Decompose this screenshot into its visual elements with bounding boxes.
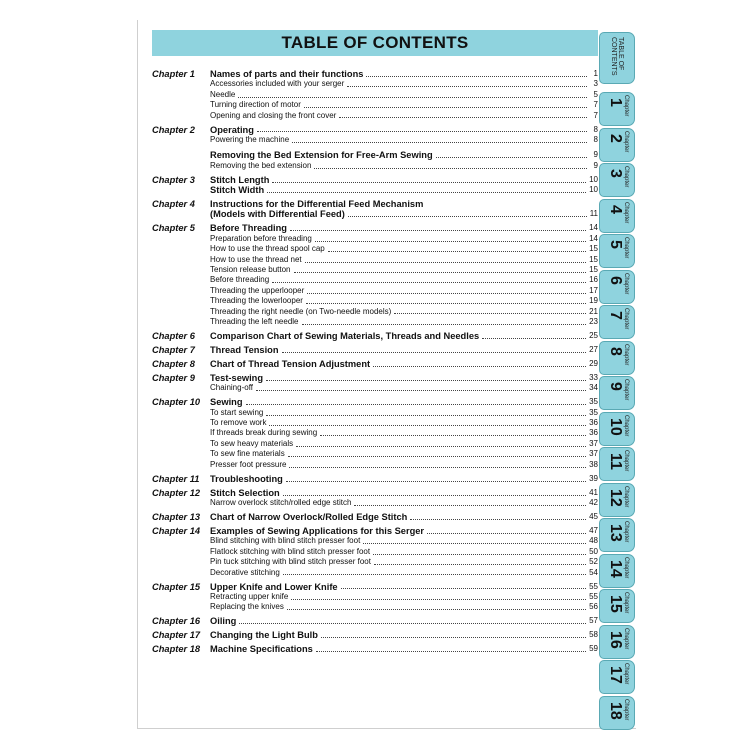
tab-chapter-6[interactable] (599, 270, 635, 304)
page-number: 29 (589, 358, 598, 368)
toc-entry-title: Retracting upper knife (210, 591, 289, 601)
tab-table-of-contents[interactable] (599, 32, 635, 84)
dot-leader (436, 156, 587, 158)
tab-chapter-word: Chapter (623, 521, 629, 543)
tab-chapter-word: Chapter (623, 627, 629, 649)
tab-chapter-number: 3 (607, 169, 624, 178)
tab-chapter-number: 8 (607, 346, 624, 356)
dot-leader (363, 542, 586, 544)
toc-entry-minor[interactable] (152, 161, 598, 171)
page-number: 36 (589, 418, 598, 428)
tab-chapter-3[interactable] (599, 163, 635, 197)
page-number: 10 (589, 174, 598, 184)
toc-entry-minor[interactable] (152, 547, 598, 557)
tab-chapter-number: 2 (607, 133, 624, 143)
tab-chapter-5[interactable] (599, 234, 635, 268)
page-number: 14 (589, 223, 598, 233)
page-number: 47 (589, 525, 598, 535)
toc-entry-major[interactable] (152, 223, 598, 233)
toc-entry-minor[interactable] (152, 234, 598, 244)
dot-leader (246, 403, 587, 405)
dot-leader (339, 116, 587, 118)
tab-chapter-12[interactable] (599, 483, 635, 517)
dot-leader (296, 445, 586, 447)
toc-entry-minor[interactable] (152, 568, 598, 578)
toc-entry-title: Decorative stitching (210, 567, 280, 577)
dot-leader (373, 553, 586, 555)
tab-chapter-word: Chapter (623, 272, 629, 294)
dot-leader (321, 636, 586, 638)
dot-leader (366, 75, 587, 77)
toc-entry-title: Removing the bed extension (210, 160, 312, 170)
toc-entry-title: To start sewing (210, 407, 264, 417)
toc-entry-title: Removing the Bed Extension for Free-Arm Sewing (210, 150, 433, 161)
toc-entry-major[interactable] (152, 209, 598, 219)
chapter-label: Chapter 10 (152, 397, 201, 408)
toc-entry-major[interactable] (152, 582, 598, 592)
toc-entry-title: Presser foot pressure (210, 459, 287, 469)
toc-entry-minor[interactable] (152, 307, 598, 317)
toc-entry-title: Comparison Chart of Sewing Materials, Threads and Needles (210, 330, 480, 341)
dot-leader (288, 455, 586, 457)
chapter-label: Chapter 16 (152, 616, 201, 627)
dot-leader (286, 480, 586, 482)
page-number: 45 (589, 511, 598, 521)
tab-chapter-17[interactable] (599, 660, 635, 694)
chapter-label: Chapter 13 (152, 511, 201, 522)
tab-chapter-number: 16 (607, 630, 624, 649)
toc-entry-title: Stitch Width (210, 185, 265, 196)
toc-entry-title: Accessories included with your serger (210, 79, 345, 89)
page-number: 35 (589, 397, 598, 407)
chapter-label: Chapter 14 (152, 525, 201, 536)
toc-entry-minor[interactable] (152, 79, 598, 89)
dot-leader (394, 312, 586, 314)
toc-entry-major[interactable] (152, 69, 598, 79)
dot-leader (287, 608, 586, 610)
toc-entry-minor[interactable] (152, 296, 598, 306)
chapter-label: Chapter 17 (152, 630, 201, 641)
page-number: 37 (589, 438, 598, 448)
dot-leader (267, 191, 586, 193)
toc-entry-title: Examples of Sewing Applications for this Serger (210, 525, 425, 536)
toc-entry-title: (Models with Differential Feed) (210, 209, 345, 220)
toc-entry-major[interactable] (152, 373, 598, 383)
tab-chapter-2[interactable] (599, 128, 635, 162)
page-number: 14 (589, 233, 598, 243)
tab-chapter-word: Chapter (623, 556, 629, 578)
chapter-label: Chapter 6 (152, 330, 195, 341)
toc-entry-minor[interactable] (152, 255, 598, 265)
toc-entry-title: Threading the right needle (on Two-needle models) (210, 306, 392, 316)
toc-entry-title: Names of parts and their functions (210, 69, 364, 79)
dot-leader (373, 365, 586, 367)
dot-leader (282, 351, 587, 353)
tab-chapter-4[interactable] (599, 199, 635, 233)
page-number: 38 (589, 459, 598, 469)
toc-entry-major[interactable] (152, 185, 598, 195)
chapter-label: Chapter 8 (152, 358, 195, 369)
page-number: 39 (589, 473, 598, 483)
toc-entry-minor[interactable] (152, 460, 598, 470)
tab-chapter-number: 1 (607, 98, 624, 107)
page-number: 7 (593, 100, 598, 110)
toc-entry-major[interactable] (152, 199, 598, 209)
dot-leader (314, 167, 587, 169)
toc-entry-title: Instructions for the Differential Feed Mechanism (210, 199, 424, 210)
page-number: 55 (589, 591, 598, 601)
toc-entry-title: Chaining-off (210, 383, 253, 393)
page-title: TABLE OF CONTENTS (281, 33, 469, 52)
toc-entry-title: To remove work (210, 418, 267, 428)
dot-leader (291, 598, 586, 600)
toc-entry-minor[interactable] (152, 383, 598, 393)
tab-chapter-number: 17 (607, 666, 624, 684)
chapter-label: Chapter 5 (152, 223, 195, 234)
toc-entry-minor[interactable] (152, 439, 598, 449)
toc-entry-title: How to use the thread spool cap (210, 244, 325, 254)
toc-entry-minor[interactable] (152, 111, 598, 121)
tab-chapter-word: Chapter (623, 308, 629, 330)
toc-entry-minor[interactable] (152, 317, 598, 327)
toc-entry-title: Oiling (210, 616, 237, 627)
page-number: 27 (589, 344, 598, 354)
page-number: 35 (589, 407, 598, 417)
dot-leader (266, 414, 586, 416)
page-number: 10 (589, 185, 598, 195)
tab-label: TABLE OF CONTENTS (610, 37, 624, 76)
page-number: 52 (589, 557, 598, 567)
page-number: 8 (593, 124, 598, 134)
toc-entry-title: Before threading (210, 275, 270, 285)
chapter-label: Chapter 3 (152, 174, 195, 185)
toc-entry-title: Opening and closing the front cover (210, 110, 337, 120)
toc-entry-minor[interactable] (152, 286, 598, 296)
page-number: 41 (589, 487, 598, 497)
toc-entry-title: Flatlock stitching with blind stitch presser foot (210, 546, 371, 556)
page-number: 15 (589, 265, 598, 275)
dot-leader (315, 240, 586, 242)
page-number: 25 (589, 330, 598, 340)
tab-chapter-word: Chapter (623, 166, 629, 188)
dot-leader (290, 229, 586, 231)
dot-leader (304, 106, 587, 108)
dot-leader (307, 292, 586, 294)
toc-entry-title: Needle (210, 89, 236, 99)
toc-entry-minor[interactable] (152, 408, 598, 418)
tab-chapter-word: Chapter (623, 663, 629, 685)
tab-chapter-number: 9 (607, 382, 624, 391)
toc-entry-title: Operating (210, 124, 254, 135)
tab-chapter-word: Chapter (623, 450, 629, 472)
dot-leader (305, 261, 586, 263)
toc-entry-minor[interactable] (152, 536, 598, 546)
tab-chapter-number: 13 (607, 524, 624, 542)
dot-leader (374, 563, 586, 565)
toc-entry-title: Tension release button (210, 265, 291, 275)
toc-entry-title: Threading the left needle (210, 316, 299, 326)
toc-entry-minor[interactable] (152, 428, 598, 438)
toc-entry-title: Threading the lowerlooper (210, 296, 303, 306)
dot-leader (269, 424, 586, 426)
page-number: 23 (589, 316, 598, 326)
page-number: 21 (589, 306, 598, 316)
page-number: 50 (589, 546, 598, 556)
page-number: 11 (589, 209, 598, 219)
toc-entry-minor[interactable] (152, 90, 598, 100)
dot-leader (266, 379, 586, 381)
page-number: 42 (589, 497, 598, 507)
chapter-label: Chapter 2 (152, 124, 195, 135)
dot-leader (283, 494, 586, 496)
dot-leader (289, 466, 586, 468)
page-number: 59 (589, 644, 598, 654)
toc-entry-title: Stitch Selection (210, 487, 280, 498)
toc-entry-title: Preparation before threading (210, 233, 312, 243)
toc-entry-minor[interactable] (152, 602, 598, 612)
dot-leader (272, 281, 586, 283)
tab-chapter-1[interactable] (599, 92, 635, 126)
toc-entry-title: Machine Specifications (210, 644, 313, 655)
tab-chapter-9[interactable] (599, 376, 635, 410)
chapter-label: Chapter 9 (152, 372, 195, 383)
page-number: 56 (589, 602, 598, 612)
toc-entry-title: Upper Knife and Lower Knife (210, 581, 338, 592)
toc-entry-minor[interactable] (152, 275, 598, 285)
toc-entry-major[interactable] (152, 331, 598, 341)
toc-entry-title: Chart of Narrow Overlock/Rolled Edge Stitch (210, 511, 408, 522)
chapter-label: Chapter 1 (152, 69, 195, 79)
page-number: 9 (593, 160, 598, 170)
toc-entry-title: Test-sewing (210, 372, 264, 383)
toc-entry-major[interactable] (152, 616, 598, 626)
tab-chapter-word: Chapter (623, 343, 629, 365)
tab-chapter-11[interactable] (599, 447, 635, 481)
toc-entry-major[interactable] (152, 397, 598, 407)
page-number: 17 (589, 285, 598, 295)
dot-leader (347, 85, 587, 87)
tab-chapter-number: 15 (607, 595, 624, 613)
dot-leader (316, 650, 586, 652)
toc-entry-title: Changing the Light Bulb (210, 630, 318, 641)
toc-entry-title: Troubleshooting (210, 473, 283, 484)
chapter-label: Chapter 4 (152, 199, 195, 210)
toc-entry-minor[interactable] (152, 449, 598, 459)
toc-entry-title: Thread Tension (210, 344, 279, 355)
tab-chapter-word: Chapter (623, 95, 629, 117)
dot-leader (239, 622, 586, 624)
tab-chapter-number: 18 (607, 701, 624, 720)
page-number: 34 (589, 383, 598, 393)
toc-entry-title: Before Threading (210, 223, 287, 234)
page-number: 48 (589, 536, 598, 546)
toc-entry-major[interactable] (152, 644, 598, 654)
page-number: 8 (593, 134, 598, 144)
toc-entry-major[interactable] (152, 345, 598, 355)
toc-entry-title: Threading the upperlooper (210, 285, 305, 295)
dot-leader (482, 337, 586, 339)
toc-entry-major[interactable] (152, 474, 598, 484)
toc-entry-minor[interactable] (152, 592, 598, 602)
tab-chapter-word: Chapter (623, 237, 629, 259)
dot-leader (341, 587, 587, 589)
chapter-label: Chapter 11 (152, 473, 200, 484)
page-number: 9 (593, 150, 598, 160)
toc-entry-major[interactable] (152, 526, 598, 536)
tab-chapter-word: Chapter (623, 201, 629, 223)
toc-entry-minor[interactable] (152, 100, 598, 110)
toc-entry-minor[interactable] (152, 135, 598, 145)
toc-entry-major[interactable] (152, 359, 598, 369)
chapter-label: Chapter 12 (152, 487, 201, 498)
page-number: 7 (593, 110, 598, 120)
page-number: 5 (593, 89, 598, 99)
page-number: 16 (589, 275, 598, 285)
tab-chapter-word: Chapter (623, 698, 629, 720)
toc-entry-major[interactable] (152, 512, 598, 522)
toc-entry-minor[interactable] (152, 498, 598, 508)
toc-entry-title: Narrow overlock stitch/rolled edge stitch (210, 497, 352, 507)
toc-entry-major[interactable] (152, 175, 598, 185)
toc-entry-minor[interactable] (152, 557, 598, 567)
tab-chapter-word: Chapter (623, 592, 629, 614)
page-number: 57 (589, 616, 598, 626)
dot-leader (302, 323, 587, 325)
dot-leader (256, 389, 586, 391)
table-of-contents (152, 69, 598, 655)
dot-leader (320, 434, 586, 436)
chapter-label: Chapter 15 (152, 581, 201, 592)
dot-leader (306, 302, 586, 304)
page-number: 15 (589, 244, 598, 254)
tab-chapter-7[interactable] (599, 305, 635, 339)
toc-entry-title: Replacing the knives (210, 602, 284, 612)
page-number: 55 (589, 581, 598, 591)
tab-chapter-15[interactable] (599, 589, 635, 623)
toc-entry-title: Powering the machine (210, 134, 290, 144)
dot-leader (257, 130, 587, 132)
tab-chapter-word: Chapter (623, 414, 629, 436)
toc-entry-title: How to use the thread net (210, 254, 302, 264)
toc-entry-major[interactable] (152, 630, 598, 640)
dot-leader (427, 532, 586, 534)
tab-chapter-number: 4 (607, 204, 624, 214)
chapter-label: Chapter 7 (152, 344, 195, 355)
dot-leader (348, 215, 587, 217)
page-number: 15 (589, 254, 598, 264)
tab-chapter-8[interactable] (599, 341, 635, 375)
toc-entry-minor[interactable] (152, 265, 598, 275)
dot-leader (272, 181, 586, 183)
page-number: 3 (593, 79, 598, 89)
chapter-label: Chapter 18 (152, 644, 201, 655)
page-number: 1 (593, 69, 598, 78)
dot-leader (328, 250, 586, 252)
dot-leader (294, 271, 587, 273)
toc-entry-title: Turning direction of motor (210, 100, 301, 110)
toc-entry-title: To sew fine materials (210, 449, 285, 459)
toc-entry-title: Stitch Length (210, 174, 270, 185)
dot-leader (283, 573, 586, 575)
tab-chapter-number: 12 (607, 488, 624, 507)
dot-leader (292, 141, 587, 143)
toc-entry-major[interactable] (152, 150, 598, 160)
tab-chapter-number: 11 (607, 453, 624, 470)
dot-leader (354, 504, 586, 506)
page-number: 58 (589, 630, 598, 640)
tab-chapter-18[interactable] (599, 696, 635, 730)
page-number: 19 (589, 296, 598, 306)
toc-entry-title: If threads break during sewing (210, 428, 318, 438)
toc-entry-title: Pin tuck stitching with blind stitch presser foot (210, 557, 371, 567)
tab-chapter-14[interactable] (599, 554, 635, 588)
tab-chapter-number: 6 (607, 275, 624, 285)
tab-chapter-number: 7 (607, 311, 624, 320)
dot-leader (238, 96, 587, 98)
toc-entry-minor[interactable] (152, 244, 598, 254)
tab-chapter-16[interactable] (599, 625, 635, 659)
toc-entry-minor[interactable] (152, 418, 598, 428)
page-title-bar (152, 30, 598, 56)
page-number: 37 (589, 449, 598, 459)
toc-entry-major[interactable] (152, 125, 598, 135)
tab-chapter-word: Chapter (623, 485, 629, 507)
tab-chapter-number: 10 (607, 417, 624, 436)
toc-entry-title: Chart of Thread Tension Adjustment (210, 358, 371, 369)
tab-chapter-13[interactable] (599, 518, 635, 552)
dot-leader (410, 518, 586, 520)
toc-entry-title: Sewing (210, 397, 243, 408)
toc-entry-title: Blind stitching with blind stitch presser foot (210, 536, 361, 546)
tab-chapter-number: 5 (607, 240, 624, 249)
tab-chapter-10[interactable] (599, 412, 635, 446)
tab-chapter-number: 14 (607, 559, 624, 578)
page-number: 54 (589, 567, 598, 577)
page-number: 36 (589, 428, 598, 438)
page-number: 33 (589, 372, 598, 382)
toc-entry-title: To sew heavy materials (210, 438, 294, 448)
tab-chapter-word: Chapter (623, 379, 629, 401)
tab-chapter-word: Chapter (623, 130, 629, 152)
toc-entry-major[interactable] (152, 488, 598, 498)
